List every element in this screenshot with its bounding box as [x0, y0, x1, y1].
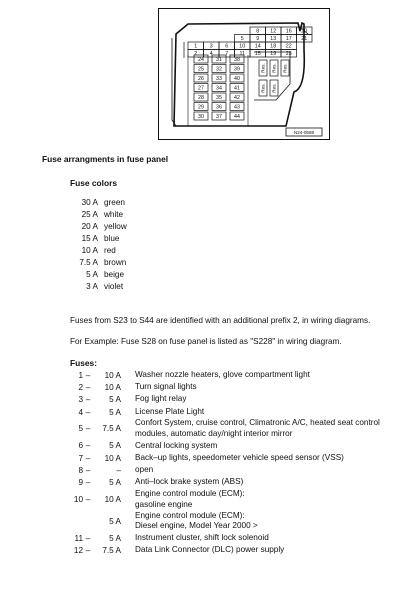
fuse-number-label: 19 — [270, 51, 277, 58]
fuse-number-label: 17 — [285, 36, 292, 43]
fuse-number-label: 18 — [270, 43, 277, 50]
fuse-number-label: 10 — [239, 43, 246, 50]
fuse-number-label: 6 — [225, 43, 229, 50]
fuse-dash: – — [85, 395, 91, 405]
prefix-note: Fuses from S23 to S44 are identified with an additional prefix 2, in wiring diagrams. — [70, 316, 371, 325]
fuse-row — [70, 369, 410, 381]
fuse-number-label: 23 — [285, 51, 292, 58]
fuse-number-label: 14 — [254, 43, 261, 50]
fuse-amperage: – — [116, 465, 121, 475]
diagram-identifier: N24-0588 — [293, 130, 315, 135]
fuse-color-name: green — [104, 198, 125, 207]
fuse-number-label: 7 — [225, 51, 229, 58]
fuse-description — [135, 545, 284, 556]
fuse-row — [70, 406, 410, 418]
fuse-color-name: blue — [104, 234, 120, 244]
fuse-description — [135, 453, 344, 464]
fuses-heading: Fuses: — [70, 358, 97, 368]
fuse-dash: – — [85, 407, 91, 417]
fuse-row — [70, 381, 410, 393]
fuse-number-label: 11 — [239, 51, 245, 58]
fuse-row — [70, 452, 410, 464]
fuse-row — [70, 544, 410, 556]
fuse-description-line: modules, automatic day/night interior mirror — [135, 428, 293, 438]
fuse-description — [135, 394, 186, 405]
fuse-description-line: Back–up lights, speedometer vehicle speed sensor (VSS) — [135, 452, 344, 462]
fuse-number-label: 2 — [194, 51, 198, 58]
fuse-description-line: Central locking system — [135, 440, 218, 450]
fuse-description-line: Engine control module (ECM): — [135, 510, 245, 520]
fuse-color-name: yellow — [104, 222, 127, 232]
fuse-row — [70, 464, 410, 476]
fuse-number-label: 37 — [216, 113, 222, 120]
fuse-color-row — [70, 245, 127, 257]
fuse-dash: – — [85, 441, 91, 451]
fuse-number-label: 20 — [301, 28, 308, 35]
fuse-amperage: 10 A — [104, 382, 121, 392]
fuse-number-label: 5 — [240, 36, 244, 43]
fuse-number: 9 — [78, 478, 83, 488]
fuse-color-row — [70, 257, 127, 269]
fuse-amperage: 5 A — [109, 407, 121, 417]
fuse-dash: – — [85, 370, 91, 380]
fuse-description-line: Confort System, cruise control, Climatronic A/C, heated seat control — [135, 418, 380, 428]
fuse-number-label: 33 — [216, 75, 222, 82]
fuse-number: 4 — [78, 407, 83, 417]
fuse-row — [70, 394, 410, 406]
fuse-amperage: 10 A — [104, 453, 121, 463]
reserve-label: Res. — [260, 63, 266, 73]
fuse-dash: – — [85, 545, 91, 555]
fuse-description — [135, 382, 197, 393]
fuse-description — [135, 407, 204, 418]
fuse-dash: – — [85, 495, 91, 505]
fuse-dash: – — [85, 382, 91, 392]
fuse-dash: – — [85, 465, 91, 475]
fuse-amperage: 5 A — [109, 516, 121, 526]
fuse-row — [70, 477, 410, 489]
fuse-amperage: 5 A — [109, 441, 121, 451]
fuse-number-label: 36 — [216, 104, 222, 111]
fuse-number-label: 28 — [198, 94, 204, 101]
fuse-description — [135, 477, 243, 488]
fuse-number-label: 1 — [194, 43, 198, 50]
fuse-number-label: 26 — [198, 75, 204, 82]
fuse-description — [135, 370, 310, 381]
reserve-label: Res. — [260, 83, 266, 93]
fuse-number-label: 40 — [234, 75, 240, 82]
fuse-description — [135, 511, 258, 532]
fuse-number-label: 25 — [198, 66, 204, 73]
fuse-number-label: 16 — [285, 28, 292, 35]
fuse-amperage: 7.5 A — [102, 424, 121, 434]
fuse-row — [70, 489, 410, 511]
fuse-description-line: Washer nozzle heaters, glove compartment light — [135, 369, 310, 379]
fuse-color-row — [70, 221, 127, 233]
fuse-number: 3 — [78, 395, 83, 405]
fuse-amperage: 5 A — [109, 533, 121, 543]
lower-fuse-columns — [188, 55, 248, 126]
fuse-color-amp: 25 A — [81, 210, 98, 220]
fuse-number-label: 13 — [270, 36, 277, 43]
fuse-color-amp: 30 A — [81, 198, 98, 207]
fuse-number-label: 8 — [256, 28, 260, 35]
fuse-description-line: Turn signal lights — [135, 382, 197, 392]
fuse-color-name: violet — [104, 282, 124, 292]
fuse-number-label: 31 — [216, 56, 222, 63]
fuse-color-amp: 20 A — [81, 222, 98, 232]
fuse-description — [135, 489, 245, 510]
fuse-color-amp: 5 A — [86, 270, 98, 280]
fuse-description-line: Anti–lock brake system (ABS) — [135, 477, 244, 487]
fuse-number-label: 34 — [216, 85, 222, 92]
fuse-list — [70, 369, 410, 556]
fuse-number: 10 — [73, 495, 83, 505]
fuse-number-label: 22 — [285, 43, 292, 50]
fuse-amperage: 10 A — [104, 495, 121, 505]
fuse-description-line: Fog light relay — [135, 394, 187, 404]
fuse-amperage: 10 A — [104, 370, 121, 380]
fuse-color-row — [70, 269, 127, 281]
fuse-color-row — [70, 281, 127, 293]
fuse-number-label: 43 — [234, 104, 240, 111]
fuse-number: 2 — [78, 382, 83, 392]
fuse-color-row — [70, 233, 127, 245]
fuse-description — [135, 441, 217, 452]
fuse-number: 7 — [78, 453, 83, 463]
fuse-colors-heading: Fuse colors — [70, 178, 118, 188]
fuse-description-line: open — [135, 465, 154, 475]
reserve-label: Res. — [282, 63, 288, 73]
page-heading: Fuse arrangments in fuse panel — [42, 154, 169, 164]
fuse-number: 8 — [78, 465, 83, 475]
fuse-number-label: 15 — [254, 51, 261, 58]
fuse-number-label: 44 — [234, 113, 240, 120]
fuse-color-name: brown — [104, 258, 127, 268]
fuse-description — [135, 465, 153, 476]
fuse-color-amp: 10 A — [81, 246, 98, 256]
fuse-description — [135, 533, 269, 544]
fuse-dash: – — [85, 533, 91, 543]
fuse-color-amp: 7.5 A — [79, 258, 98, 268]
fuse-panel-drawing — [158, 8, 330, 140]
fuse-number-label: 41 — [234, 85, 240, 92]
fuse-description-line: License Plate Light — [135, 406, 205, 416]
fuse-color-name: beige — [104, 270, 125, 280]
fuse-amperage: 7.5 A — [102, 545, 121, 555]
fuse-color-amp: 15 A — [81, 234, 98, 244]
fuse-row — [70, 510, 410, 532]
fuse-dash: – — [85, 478, 91, 488]
fuse-number-label: 9 — [256, 36, 260, 43]
fuse-number: 12 — [73, 545, 83, 555]
fuse-number-label: 24 — [198, 56, 204, 63]
fuse-number-label: 12 — [270, 28, 277, 35]
fuse-number-label: 42 — [234, 94, 240, 101]
fuse-row — [70, 418, 410, 440]
fuse-color-amp: 3 A — [86, 282, 98, 292]
fuse-number: 11 — [74, 533, 83, 543]
fuse-color-row — [70, 197, 127, 209]
fuse-dash: – — [85, 424, 91, 434]
fuse-number: 1 — [78, 370, 83, 380]
fuse-colors-list — [70, 197, 127, 293]
fuse-description-line: Instrument cluster, shift lock solenoid — [135, 532, 269, 542]
fuse-amperage: 5 A — [109, 478, 121, 488]
fuse-panel-diagram — [158, 8, 330, 140]
fuse-number-label: 29 — [198, 104, 204, 111]
example-note: For Example: Fuse S28 on fuse panel is listed as "S228" in wiring diagram. — [70, 337, 342, 346]
fuse-number-label: 27 — [198, 85, 204, 92]
fuse-description-line: Diesel engine, Model Year 2000 > — [135, 521, 258, 531]
fuse-number-label: 32 — [216, 66, 222, 73]
fuse-number-label: 21 — [301, 36, 308, 43]
fuse-number-label: 3 — [209, 43, 213, 50]
fuse-number-label: 4 — [209, 51, 213, 58]
top-fuse-grid — [184, 27, 312, 58]
fuse-description-line: gasoline engine — [135, 499, 193, 509]
fuse-number: 5 — [78, 424, 83, 434]
fuse-row — [70, 440, 410, 452]
fuse-color-name: red — [104, 246, 116, 256]
reserve-label: Res. — [271, 63, 277, 73]
fuse-color-row — [70, 209, 127, 221]
fuse-amperage: 5 A — [109, 395, 121, 405]
fuse-number-label: 35 — [216, 94, 222, 101]
fuse-color-name: white — [104, 210, 124, 220]
fuse-row — [70, 532, 410, 544]
fuse-description-line: Data Link Connector (DLC) power supply — [135, 545, 285, 555]
fuse-number-label: 39 — [234, 66, 240, 73]
reserve-label: Res. — [271, 83, 277, 93]
fuse-number-label: 30 — [198, 113, 204, 120]
fuse-number-label: 38 — [234, 56, 240, 63]
fuse-description — [135, 418, 380, 439]
fuse-dash: – — [85, 453, 91, 463]
fuse-description-line: Engine control module (ECM): — [135, 489, 245, 499]
fuse-number: 6 — [78, 441, 83, 451]
